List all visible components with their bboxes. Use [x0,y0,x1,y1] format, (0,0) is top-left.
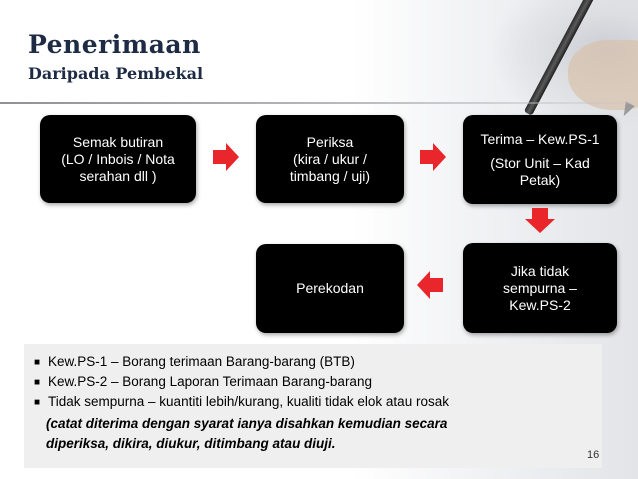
flow-step-jika-tidak-sempurna [463,243,617,333]
slide-subtitle: Daripada Pembekal [28,64,204,83]
note-text: Kew.PS-1 – Borang terimaan Barang-barang (BTB) [48,354,355,369]
flow-step-detail: (kira / ukur / timbang / uji) [289,150,371,184]
notes-panel [24,344,602,468]
notes-list [34,352,592,412]
list-item [34,352,592,372]
arrow-right-icon [213,143,239,171]
note-text: Tidak sempurna – kuantiti lebih/kurang, kualiti tidak elok atau rosak [48,394,449,409]
flow-step-label: Jika tidak sempurna – Kew.PS-2 [503,262,577,313]
square-bullet-icon: ■ [34,377,41,388]
slide-title: Penerimaan [28,30,201,59]
flow-step-detail: (LO / Inbois / Nota serahan dll ) [61,150,175,184]
list-item [34,372,592,392]
pen-writing-photo [488,0,638,130]
note-text: Kew.PS-2 – Borang Laporan Terimaan Barang-barang [48,374,372,389]
hand-image [568,40,638,110]
flow-step-label: Terima – Kew.PS-1 [480,130,600,147]
list-item [34,392,592,412]
flow-step-label: Periksa [306,133,354,150]
title-divider [0,102,638,104]
square-bullet-icon: ■ [34,357,41,368]
page-number: 16 [587,449,600,461]
arrow-right-icon [420,143,446,171]
italic-note: (catat diterima dengan syarat ianya disahkan kemudian secara diperiksa, dikira, diukur, ditimbang atau diuji. [46,416,448,451]
flow-step-terima [463,115,617,204]
arrow-down-icon [525,208,555,233]
arrow-left-icon [417,271,443,299]
flow-step-perekodan [256,244,404,333]
flow-step-semak-butiran [40,115,196,203]
flow-step-label: Semak butiran [72,133,164,150]
square-bullet-icon: ■ [34,397,41,408]
flow-step-detail: (Stor Unit – Kad Petak) [490,154,590,188]
flow-step-label: Perekodan [296,280,364,296]
flow-step-periksa [256,115,404,203]
